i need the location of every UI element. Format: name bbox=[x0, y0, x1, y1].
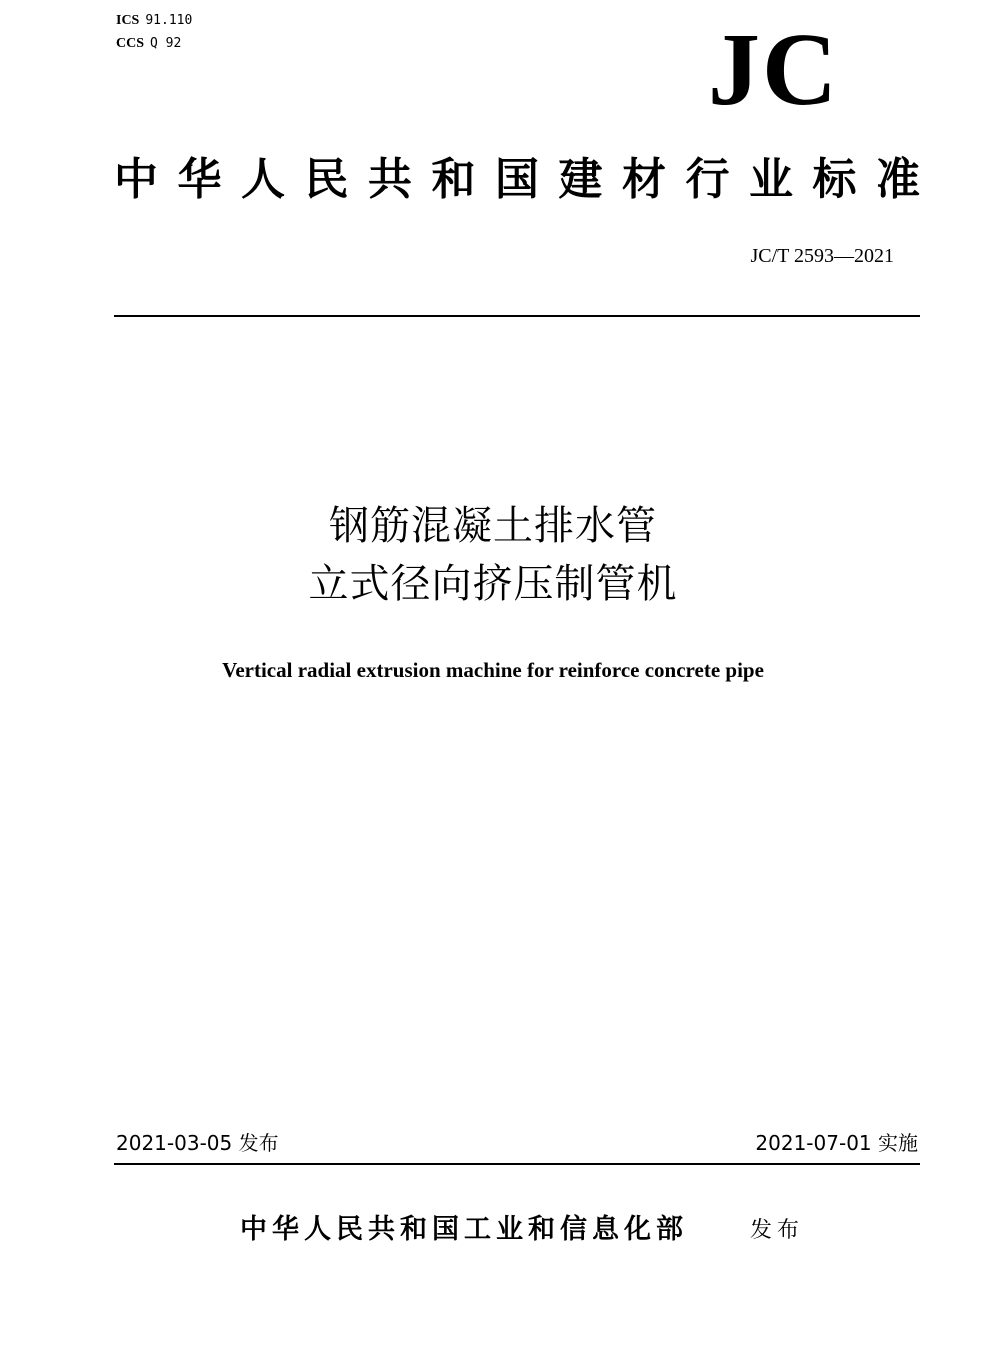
publisher-suffix: 发布 bbox=[750, 1218, 805, 1243]
ccs-label: CCS bbox=[116, 36, 145, 51]
standard-body-title: 中华人民共和国建材行业标准 bbox=[114, 154, 920, 205]
ics-label: ICS bbox=[116, 13, 140, 28]
ics-value: 91.110 bbox=[145, 13, 193, 28]
title-cn-line-1: 钢筋混凝土排水管 bbox=[329, 503, 657, 549]
publisher-name: 中华人民共和国工业和信息化部 bbox=[240, 1214, 688, 1245]
title-english: Vertical radial extrusion machine for reinforce concrete pipe bbox=[222, 658, 764, 682]
jc-logo-mark: JC bbox=[708, 12, 840, 127]
effective-date: 2021-07-01 实施 bbox=[755, 1131, 918, 1155]
ccs-line bbox=[116, 32, 192, 55]
top-divider bbox=[114, 315, 920, 317]
ccs-value: Q 92 bbox=[150, 36, 182, 51]
issue-date: 2021-03-05 发布 bbox=[116, 1131, 279, 1155]
ics-line bbox=[116, 9, 192, 32]
classification-codes bbox=[116, 9, 192, 55]
bottom-divider bbox=[114, 1163, 920, 1165]
standard-number: JC/T 2593—2021 bbox=[750, 245, 894, 267]
title-cn-line-2: 立式径向挤压制管机 bbox=[308, 561, 678, 607]
